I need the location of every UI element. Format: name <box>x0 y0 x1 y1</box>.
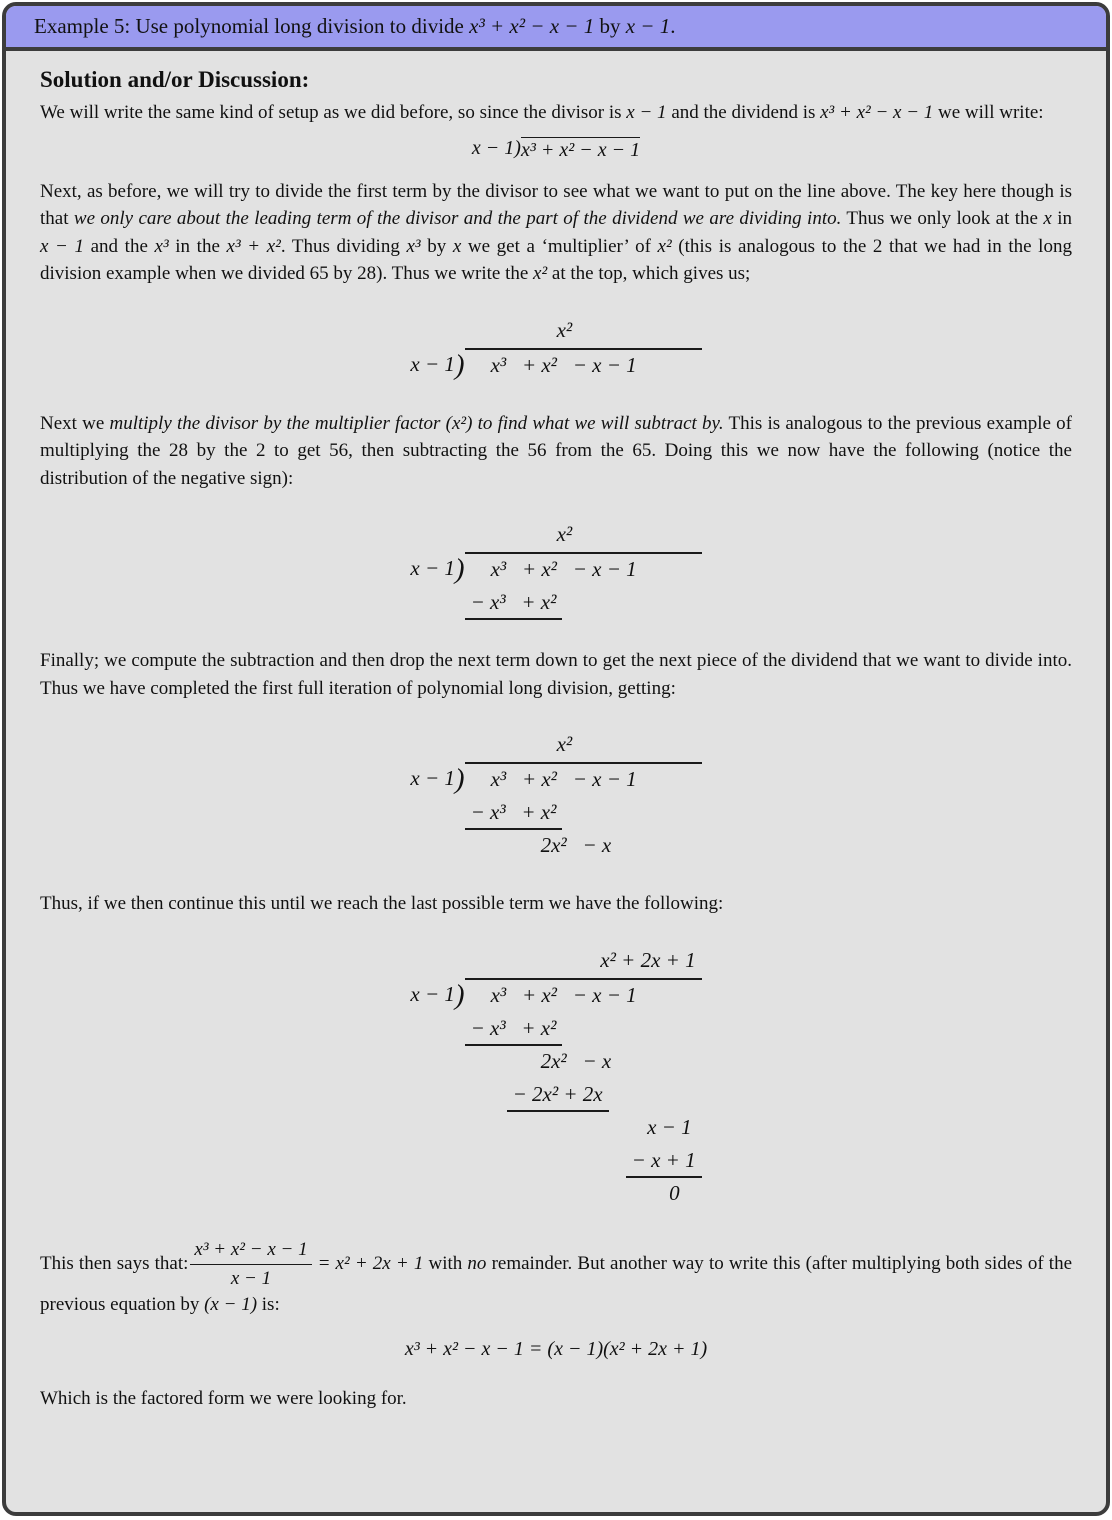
p2-text: at the top, which gives us; <box>547 263 751 284</box>
ld4-remainder-row-1: 2x² − x <box>540 1048 612 1073</box>
ld4-divisor-paren: ) <box>454 978 465 1011</box>
p6-emphasis-no: no <box>467 1252 487 1274</box>
p1-text: and the dividend is <box>666 102 821 123</box>
p2-text: Thus we only look at the <box>841 208 1044 229</box>
ld1-stack <box>465 314 702 384</box>
ld2-stack <box>465 518 702 621</box>
title-math-divisor: x − 1 <box>625 14 671 38</box>
p2-text: in the <box>168 235 227 257</box>
fraction-denominator: x − 1 <box>190 1264 311 1291</box>
ld4-remainder-row-2: x − 1 <box>647 1114 692 1139</box>
p2-math: x³ <box>154 235 169 257</box>
solution-body <box>6 51 1106 1431</box>
p2-math: x <box>1043 208 1052 229</box>
ld4-dividend: x³ + x² − x − 1 <box>490 982 637 1007</box>
ld3-rows <box>465 762 702 864</box>
ld4-subtract-row-1 <box>465 1014 702 1047</box>
title-text-by: by <box>594 14 626 38</box>
p3-text: This is analogous to the previous example of multiplying the 28 by the 2 to get 56, then subtracting the 56 from the 65. Doing this we now have the following (notice the distribution of the negative sign): <box>40 412 1072 489</box>
ld2-subtract-row <box>465 588 702 621</box>
p2-math: x² <box>533 263 548 284</box>
ld4-final-remainder: 0 <box>669 1180 680 1205</box>
ld2-divisor <box>410 552 464 586</box>
paragraph-7: Which is the factored form we were looking for. <box>40 1388 407 1409</box>
long-division-final <box>410 944 701 1212</box>
division-final <box>40 944 1072 1212</box>
ld4-stack <box>465 944 702 1212</box>
ld2-rows <box>465 552 702 621</box>
ld3-subtract-row <box>465 798 702 831</box>
p6-text: This then says that: <box>40 1252 189 1274</box>
ld2-divisor-text: x − 1 <box>410 556 455 580</box>
ld1-divisor <box>410 348 464 382</box>
ld4-subtract-row-2 <box>465 1080 702 1113</box>
p2-text: Next, as before, we will try to divide the first term by the divisor to see what we want to put on the line above. The key here though is that <box>40 180 1072 229</box>
example-title <box>6 6 1106 51</box>
ld4-subtract-text-3: − x + 1 <box>626 1146 702 1178</box>
ld3-dividend: x³ + x² − x − 1 <box>490 767 637 791</box>
p6-text: remainder. But another way to write this (after multiplying both sides of the previous equation by <box>40 1252 1072 1315</box>
ld3-subtract-text: − x³ + x² <box>465 798 563 830</box>
paragraph-4: Finally; we compute the subtraction and then drop the next term down to get the next piece of the dividend that we want to divide into. Thus we have completed the first full iteration of polynomial long division, getting: <box>40 650 1072 699</box>
paragraph-1 <box>40 99 1072 127</box>
ld1-quotient: x² <box>556 317 573 342</box>
p2-math: x³ <box>406 235 421 257</box>
p6-text: is: <box>257 1293 280 1315</box>
title-text: Example 5: Use polynomial long division to divide <box>34 14 470 38</box>
title-period: . <box>670 14 676 38</box>
p6-math-result: = x² + 2x + 1 <box>317 1252 424 1274</box>
p2-text: . Thus dividing <box>280 235 407 257</box>
p2-text: (this is analogous to the 2 that we had in the long division example when we divided 65 by 28). Thus we write the <box>40 235 1072 284</box>
division-step-2 <box>40 518 1072 621</box>
ld2-subtract-text: − x³ + x² <box>465 588 563 620</box>
ld3-stack <box>465 728 702 864</box>
p2-emphasis: we only care about the leading term of the divisor and the part of the dividend we are dividing into. <box>73 208 842 229</box>
paragraph-5: Thus, if we then continue this until we reach the last possible term we have the following: <box>40 893 724 914</box>
title-math-dividend: x³ + x² − x − 1 <box>469 14 595 38</box>
p2-text: and the <box>84 235 155 257</box>
long-division-2 <box>410 518 701 621</box>
ld3-divisor-text: x − 1 <box>410 766 455 790</box>
p2-math: x² <box>657 235 672 257</box>
p2-text: in <box>1051 208 1072 229</box>
division-step-1 <box>40 314 1072 384</box>
ld4-rows <box>465 978 702 1212</box>
p2-text: by <box>420 235 453 257</box>
ld1-dividend: x³ + x² − x − 1 <box>490 352 637 377</box>
long-division-3 <box>410 728 701 864</box>
p3-emphasis: multiply the divisor by the multiplier factor (x²) to find what we will subtract by. <box>109 412 724 434</box>
p2-math: x³ + x² <box>226 235 281 257</box>
ld2-dividend: x³ + x² − x − 1 <box>490 557 637 581</box>
setup-dividend-overlined: x³ + x² − x − 1 <box>520 138 641 161</box>
paragraph-2 <box>40 178 1072 288</box>
ld1-rows <box>465 348 702 384</box>
p1-math-dividend: x³ + x² − x − 1 <box>820 102 934 123</box>
p2-math: x − 1 <box>40 235 84 257</box>
p1-math-divisor: x − 1 <box>626 102 667 123</box>
ld3-quotient: x² <box>556 732 573 756</box>
paragraph-3 <box>40 410 1072 493</box>
ld1-divisor-text: x − 1 <box>410 351 455 376</box>
ld2-quotient: x² <box>556 522 573 546</box>
ld4-subtract-text-1: − x³ + x² <box>465 1014 563 1046</box>
example-box <box>2 2 1110 1516</box>
ld1-divisor-paren: ) <box>454 348 465 381</box>
p3-text: Next we <box>40 412 110 434</box>
ld4-divisor-text: x − 1 <box>410 981 455 1006</box>
setup-divisor: x − 1) <box>471 136 521 159</box>
p2-math: x <box>452 235 462 257</box>
ld2-divisor-paren: ) <box>454 553 465 585</box>
p6-math-divisor: (x − 1) <box>204 1293 258 1315</box>
fraction <box>190 1238 311 1291</box>
ld4-quotient: x² + 2x + 1 <box>600 947 696 972</box>
p2-text: we get a ‘multiplier’ of <box>461 235 658 257</box>
fraction-numerator: x³ + x² − x − 1 <box>194 1238 308 1260</box>
ld4-subtract-row-3 <box>465 1146 702 1179</box>
solution-heading: Solution and/or Discussion: <box>40 67 310 92</box>
paragraph-6 <box>40 1238 1072 1319</box>
p1-text: we will write: <box>933 102 1044 123</box>
ld3-divisor <box>410 762 464 796</box>
ld4-subtract-text-2: − 2x² + 2x <box>507 1080 609 1112</box>
long-division-1 <box>410 314 701 384</box>
factored-equation <box>40 1338 1072 1361</box>
ld4-divisor <box>410 978 464 1012</box>
ld3-remainder-row: 2x² − x <box>540 833 612 857</box>
p1-text: We will write the same kind of setup as we did before, so since the divisor is <box>40 102 627 123</box>
p6-text: with <box>423 1252 468 1274</box>
division-setup <box>40 137 1072 162</box>
factored-equation-text: x³ + x² − x − 1 = (x − 1)(x² + 2x + 1) <box>404 1338 708 1360</box>
division-step-3 <box>40 728 1072 864</box>
ld3-divisor-paren: ) <box>454 763 465 795</box>
